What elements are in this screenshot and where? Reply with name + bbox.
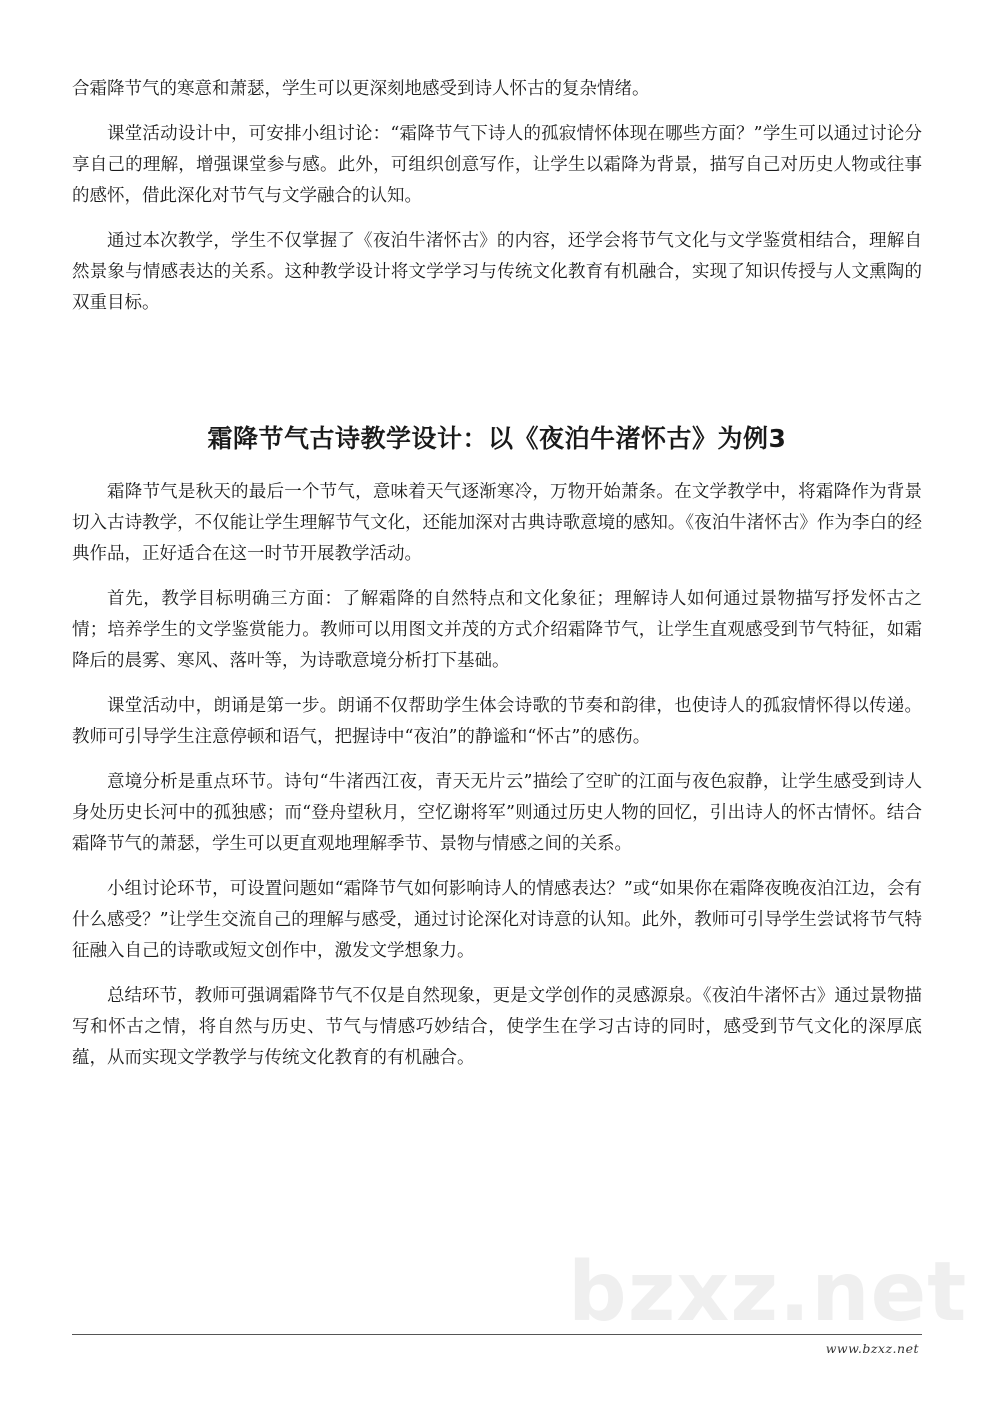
paragraph-objectives: 首先，教学目标明确三方面：了解霜降的自然特点和文化象征；理解诗人如何通过景物描写抒发怀古之情；培养学生的文学鉴赏能力。教师可以用图文并茂的方式介绍霜降节气，让学生直观感受到节气特征，如霜降后的晨雾、寒风、落叶等，为诗歌意境分析打下基础。 [72, 589, 922, 671]
paragraph-conclusion: 通过本次教学，学生不仅掌握了《夜泊牛渚怀古》的内容，还学会将节气文化与文学鉴赏相结合，理解自然景象与情感表达的关系。这种教学设计将文学学习与传统文化教育有机融合，实现了知识传授与人文熏陶的双重目标。 [72, 231, 922, 313]
paragraph-imagery-analysis: 意境分析是重点环节。诗句“牛渚西江夜，青天无片云”描绘了空旷的江面与夜色寂静，让学生感受到诗人身处历史长河中的孤独感；而“登舟望秋月，空忆谢将军”则通过历史人物的回忆，引出诗人的怀古情怀。结合霜降节气的萧瑟，学生可以更直观地理解季节、景物与情感之间的关系。 [72, 772, 922, 854]
paragraph-recitation: 课堂活动中，朗诵是第一步。朗诵不仅帮助学生体会诗歌的节奏和韵律，也使诗人的孤寂情怀得以传递。教师可引导学生注意停顿和语气，把握诗中“夜泊”的静谧和“怀古”的感伤。 [72, 696, 922, 747]
section-title: 霜降节气古诗教学设计：以《夜泊牛渚怀古》为例3 [207, 424, 787, 453]
watermark-logo: bzxz.net [568, 1245, 968, 1340]
paragraph-group-discussion: 小组讨论环节，可设置问题如“霜降节气如何影响诗人的情感表达？”或“如果你在霜降夜晚夜泊江边，会有什么感受？”让学生交流自己的理解与感受，通过讨论深化对诗意的认知。此外，教师可引导学生尝试将节气特征融入自己的诗歌或短文创作中，激发文学想象力。 [72, 879, 922, 961]
paragraph-classroom-activity: 课堂活动设计中，可安排小组讨论：“霜降节气下诗人的孤寂情怀体现在哪些方面？”学生可以通过讨论分享自己的理解，增强课堂参与感。此外，可组织创意写作，让学生以霜降为背景，描写自己对历史人物或往事的感怀，借此深化对节气与文学融合的认知。 [72, 124, 922, 206]
footer-url[interactable]: www.bzxz.net [825, 1341, 919, 1356]
paragraph-intro: 霜降节气是秋天的最后一个节气，意味着天气逐渐寒冷，万物开始萧条。在文学教学中，将霜降作为背景切入古诗教学，不仅能让学生理解节气文化，还能加深对古典诗歌意境的感知。《夜泊牛渚怀古》作为李白的经典作品，正好适合在这一时节开展教学活动。 [72, 482, 922, 564]
document-body [72, 74, 922, 1088]
footer-divider [72, 1334, 922, 1335]
paragraph-summary: 总结环节，教师可强调霜降节气不仅是自然现象，更是文学创作的灵感源泉。《夜泊牛渚怀古》通过景物描写和怀古之情，将自然与历史、节气与情感巧妙结合，使学生在学习古诗的同时，感受到节气文化的深厚底蕴，从而实现文学教学与传统文化教育的有机融合。 [72, 986, 922, 1068]
paragraph-continued: 合霜降节气的寒意和萧瑟，学生可以更深刻地感受到诗人怀古的复杂情绪。 [72, 79, 650, 99]
